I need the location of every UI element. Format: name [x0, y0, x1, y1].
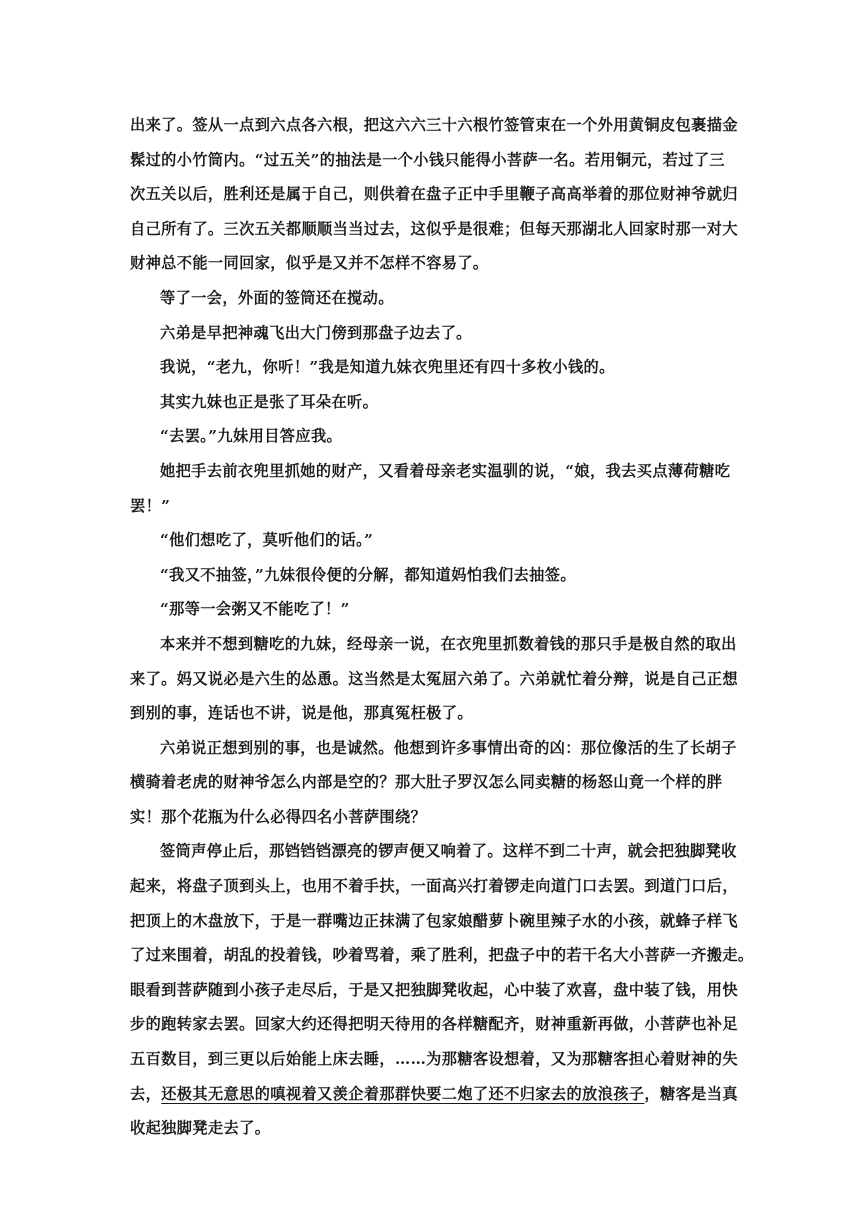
- text-line: “那等一会粥又不能吃了！”: [160, 600, 350, 619]
- text-line: 实！那个花瓶为什么必得四名小菩萨围绕？: [130, 807, 427, 826]
- text-line: 她把手去前衣兜里抓她的财产，又看着母亲老实温驯的说，“娘，我去买点薄荷糖吃: [160, 461, 731, 480]
- text-line: 其实九妹也正是张了耳朵在听。: [160, 392, 379, 411]
- text-line: 财神总不能一同回家，似乎是又并不怎样不容易了。: [130, 254, 489, 273]
- text-line: 到别的事，连话也不讲，说是他，那真冤枉极了。: [130, 704, 473, 723]
- text-segment: 去，: [130, 1084, 162, 1103]
- text-line: 来了。妈又说必是六生的怂恿。这当然是太冤屈六弟了。六弟就忙着分辩，说是自己正想: [130, 669, 738, 688]
- text-line: 把顶上的木盘放下，于是一群嘴边正抹满了包家娘醋萝卜碗里辣子水的小孩，就蜂子样飞: [130, 911, 738, 930]
- text-line: 等了一会，外面的签筒还在搅动。: [160, 288, 394, 307]
- text-line: 起来，将盘子顶到头上，也用不着手扶，一面高兴打着锣走向道门口去罢。到道门口后，: [130, 877, 738, 896]
- text-segment: ，糖客是当真: [644, 1084, 738, 1103]
- underlined-sentence: 还极其无意思的嗔视着又羡企着那群快要二炮了还不归家去的放浪孩子: [161, 1084, 645, 1103]
- text-line: “他们想吃了，莫听他们的话。”: [160, 531, 374, 550]
- text-line: 眼看到菩萨随到小孩子走尽后，于是又把独脚凳收起，心中装了欢喜，盘中装了钱，用快: [130, 980, 738, 999]
- text-line: 六弟说正想到别的事，也是诚然。他想到许多事情出奇的凶：那位像活的生了长胡子: [160, 738, 737, 757]
- text-line: 次五关以后，胜利还是属于自己，则供着在盘子正中手里鞭子高高举着的那位财神爷就归: [130, 185, 738, 204]
- text-line: 自己所有了。三次五关都顺顺当当过去，这似乎是很难；但每天那湖北人回家时那一对大: [130, 219, 738, 238]
- text-line: 髹过的小竹筒内。“过五关”的抽法是一个小钱只能得小菩萨一名。若用铜元，若过了三: [130, 150, 726, 169]
- text-line: 本来并不想到糖吃的九妹，经母亲一说，在衣兜里抓数着钱的那只手是极自然的取出: [160, 634, 737, 653]
- text-line: 横骑着老虎的财神爷怎么内部是空的？那大肚子罗汉怎么同卖糖的杨怒山竟一个样的胖: [130, 773, 723, 792]
- document-page: [130, 108, 754, 1146]
- text-line: 五百数目，到三更以后始能上床去睡，……为那糖客设想着，又为那糖客担心着财神的失: [130, 1050, 738, 1069]
- text-line: “我又不抽签，”九妹很伶便的分解，都知道妈怕我们去抽签。: [160, 565, 576, 584]
- text-line: 六弟是早把神魂飞出大门傍到那盘子边去了。: [160, 323, 472, 342]
- text-line: 罢！”: [130, 496, 171, 515]
- text-line: 收起独脚凳走去了。: [130, 1119, 271, 1138]
- text-line: 出来了。签从一点到六点各六根，把这六六三十六根竹签管束在一个外用黄铜皮包裹描金: [130, 116, 738, 134]
- text-line: 步的跑转家去罢。回家大约还得把明天待用的各样糖配齐，财神重新再做，小菩萨也补足: [130, 1015, 738, 1034]
- text-line: 我说，“老九，你听！”我是知道九妹衣兜里还有四十多枚小钱的。: [160, 358, 615, 377]
- text-line: “去罢。”九妹用目答应我。: [160, 427, 343, 446]
- text-line: [130, 1077, 738, 1112]
- text-line: 签筒声停止后，那铛铛铛漂亮的锣声便又响着了。这样不到二十声，就会把独脚凳收: [160, 842, 737, 861]
- text-line: 了过来围着，胡乱的投着钱，吵着骂着，乘了胜利，把盘子中的若干名大小菩萨一齐搬走。: [130, 946, 754, 965]
